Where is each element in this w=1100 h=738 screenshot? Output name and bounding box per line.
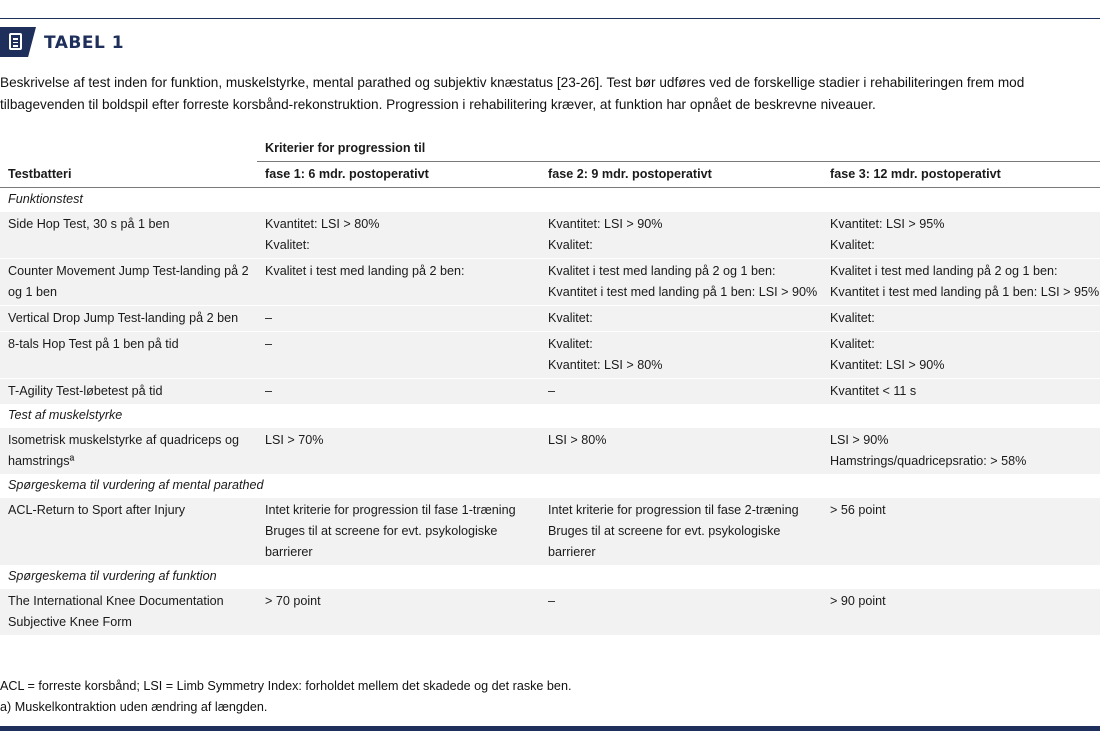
criteria-line: LSI > 90% xyxy=(830,433,889,447)
criteria-line: Kvalitet: xyxy=(548,311,593,325)
table-row xyxy=(0,379,1100,405)
criteria-fase3 xyxy=(822,589,1100,636)
criteria-line: – xyxy=(548,384,556,398)
criteria-fase3 xyxy=(822,428,1100,475)
header-spacer xyxy=(0,136,257,162)
criteria-line: – xyxy=(548,594,556,608)
footnote-abbreviations: ACL = forreste korsbånd; LSI = Limb Symmetry Index: forholdet mellem det skadede og det raske ben. xyxy=(0,679,572,693)
criteria-line: > 90 point xyxy=(830,594,886,608)
test-name: ACL-Return to Sport after Injury xyxy=(0,498,257,566)
criteria-line: – xyxy=(265,384,273,398)
footnotes xyxy=(0,676,571,718)
criteria-fase3 xyxy=(822,332,1100,379)
criteria-fase3 xyxy=(822,306,1100,332)
top-rule xyxy=(0,18,1100,19)
test-name: Vertical Drop Jump Test-landing på 2 ben xyxy=(0,306,257,332)
criteria-fase2 xyxy=(540,428,822,475)
document-icon xyxy=(0,27,36,57)
criteria-line: Kvantitet: LSI > 80% xyxy=(548,358,663,372)
column-header-fase3: fase 3: 12 mdr. postoperativt xyxy=(822,162,1100,188)
criteria-line: Kvantitet: LSI > 90% xyxy=(830,358,945,372)
criteria-line: Bruges til at screene for evt. psykologiske barrierer xyxy=(265,524,498,559)
test-name: Isometrisk muskelstyrke af quadriceps og hamstringsª xyxy=(0,428,257,475)
section-title: Test af muskelstyrke xyxy=(0,404,1100,428)
criteria-line: Kvantitet < 11 s xyxy=(830,384,917,398)
criteria-line: Kvalitet: xyxy=(548,337,593,351)
criteria-fase2 xyxy=(540,498,822,566)
table-row xyxy=(0,212,1100,259)
criteria-fase3 xyxy=(822,259,1100,306)
section-title: Funktionstest xyxy=(0,188,1100,212)
criteria-fase2 xyxy=(540,259,822,306)
criteria-fase2 xyxy=(540,379,822,405)
column-header-test: Testbatteri xyxy=(0,162,257,188)
criteria-fase3 xyxy=(822,498,1100,566)
table-caption: Beskrivelse af test inden for funktion, muskelstyrke, mental parathed og subjektiv knæstatus [23-26]. Test bør udføres ved de forskellige stadier i rehabiliteringen frem mod tilbagevenden til boldspil efter forreste korsbånd-rekonstruktion. Progression i rehabilitering kræver, at funktion har opnået de beskrevne niveauer. xyxy=(0,75,1025,112)
table-title: TABEL 1 xyxy=(44,33,125,53)
criteria-fase2 xyxy=(540,306,822,332)
criteria-line: Intet kriterie for progression til fase 2-træning xyxy=(548,503,799,517)
criteria-fase1 xyxy=(257,332,540,379)
criteria-fase2 xyxy=(540,212,822,259)
criteria-line: Kvalitet: xyxy=(830,238,875,252)
criteria-line: Intet kriterie for progression til fase 1-træning xyxy=(265,503,516,517)
criteria-line: Kvalitet: xyxy=(830,311,875,325)
criteria-fase1 xyxy=(257,259,540,306)
criteria-fase1 xyxy=(257,306,540,332)
footnote-a: a) Muskelkontraktion uden ændring af længden. xyxy=(0,700,268,714)
table-header xyxy=(0,27,300,57)
criteria-line: LSI > 80% xyxy=(548,433,607,447)
criteria-fase1 xyxy=(257,379,540,405)
criteria-fase3 xyxy=(822,379,1100,405)
criteria-line: – xyxy=(265,337,273,351)
criteria-fase1 xyxy=(257,428,540,475)
column-header-fase1: fase 1: 6 mdr. postoperativt xyxy=(257,162,540,188)
criteria-line: Bruges til at screene for evt. psykologiske barrierer xyxy=(548,524,781,559)
bottom-rule xyxy=(0,726,1100,731)
criteria-fase2 xyxy=(540,589,822,636)
criteria-line: Kvantitet i test med landing på 1 ben: LSI > 95% xyxy=(830,285,1100,299)
criteria-line: Kvalitet i test med landing på 2 ben: xyxy=(265,264,465,278)
criteria-fase1 xyxy=(257,212,540,259)
test-name: The International Knee Documentation Subjective Knee Form xyxy=(0,589,257,636)
criteria-line: Kvantitet: LSI > 80% xyxy=(265,217,380,231)
criteria-line: > 70 point xyxy=(265,594,321,608)
criteria-line: – xyxy=(265,311,273,325)
table-row xyxy=(0,498,1100,566)
criteria-line: > 56 point xyxy=(830,503,886,517)
criteria-fase3 xyxy=(822,212,1100,259)
criteria-table xyxy=(0,136,1100,635)
column-header-fase2: fase 2: 9 mdr. postoperativt xyxy=(540,162,822,188)
table-row xyxy=(0,589,1100,636)
criteria-line: Kvantitet i test med landing på 1 ben: LSI > 90% xyxy=(548,285,818,299)
criteria-line: Kvalitet: xyxy=(830,337,875,351)
section-title: Spørgeskema til vurdering af mental parathed xyxy=(0,474,1100,498)
criteria-line: Kvalitet i test med landing på 2 og 1 ben: xyxy=(830,264,1058,278)
criteria-line: Kvalitet i test med landing på 2 og 1 ben: xyxy=(548,264,776,278)
criteria-line: Kvantitet: LSI > 95% xyxy=(830,217,945,231)
test-name: Side Hop Test, 30 s på 1 ben xyxy=(0,212,257,259)
criteria-line: LSI > 70% xyxy=(265,433,324,447)
group-header: Kriterier for progression til xyxy=(257,136,1100,162)
table-row xyxy=(0,428,1100,475)
table-body xyxy=(0,188,1100,636)
criteria-line: Kvalitet: xyxy=(265,238,310,252)
table-row xyxy=(0,332,1100,379)
criteria-line: Kvantitet: LSI > 90% xyxy=(548,217,663,231)
test-name: T-Agility Test-løbetest på tid xyxy=(0,379,257,405)
criteria-fase1 xyxy=(257,498,540,566)
criteria-line: Kvalitet: xyxy=(548,238,593,252)
test-name: 8-tals Hop Test på 1 ben på tid xyxy=(0,332,257,379)
table-row xyxy=(0,306,1100,332)
test-name: Counter Movement Jump Test-landing på 2 og 1 ben xyxy=(0,259,257,306)
criteria-line: Hamstrings/quadricepsratio: > 58% xyxy=(830,454,1027,468)
section-title: Spørgeskema til vurdering af funktion xyxy=(0,565,1100,589)
table-row xyxy=(0,259,1100,306)
criteria-fase2 xyxy=(540,332,822,379)
criteria-fase1 xyxy=(257,589,540,636)
